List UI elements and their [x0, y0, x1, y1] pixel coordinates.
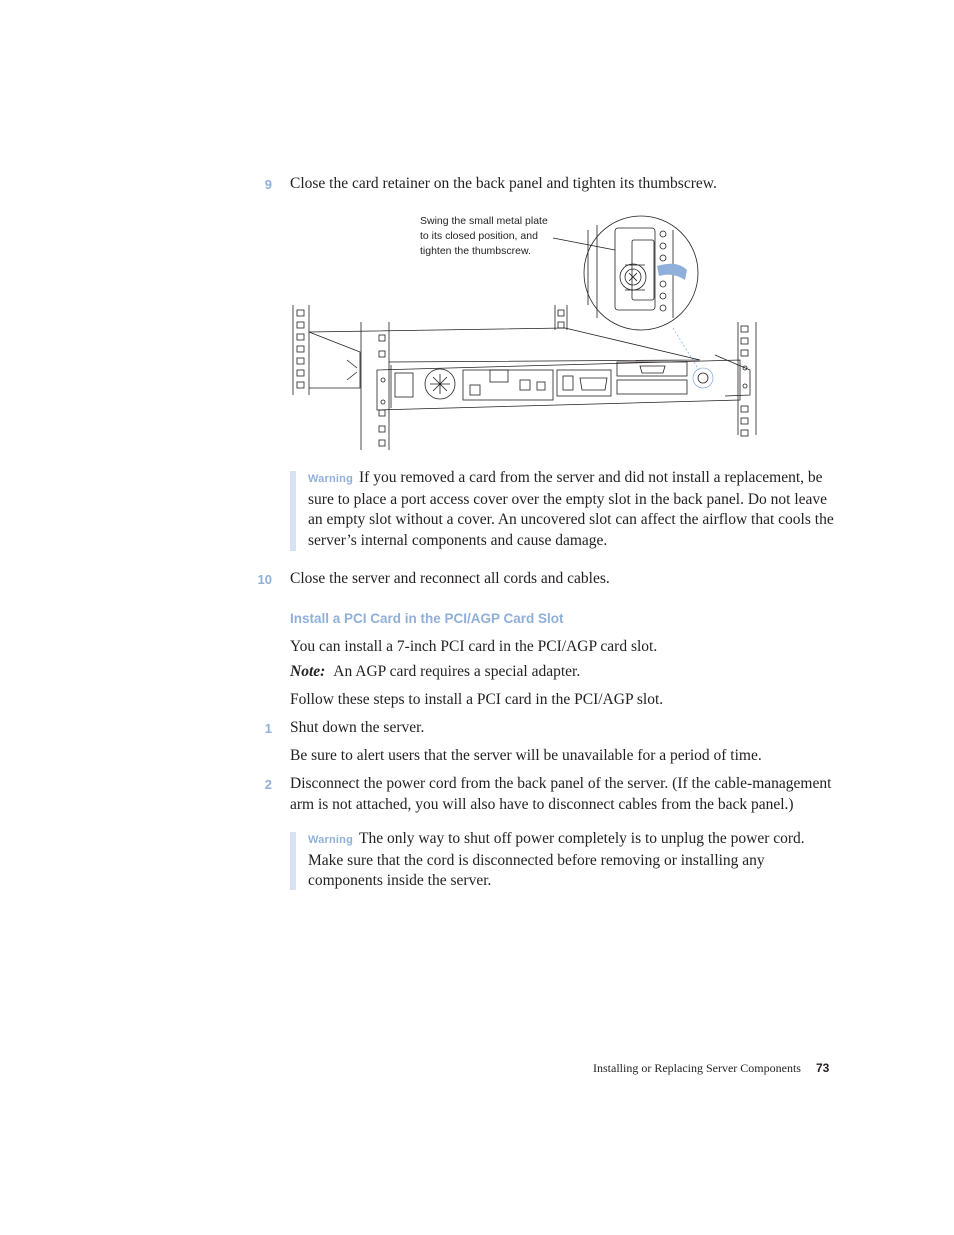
step-text: Close the card retainer on the back panel and tighten its thumbscrew. — [290, 175, 717, 192]
warning-box — [308, 829, 833, 892]
warning-label: Warning — [308, 834, 353, 846]
section-heading: Install a PCI Card in the PCI/AGP Card Slot — [290, 611, 564, 626]
note — [290, 662, 835, 683]
warning-label: Warning — [308, 473, 353, 485]
warning-text: The only way to shut off power completely is to unplug the power cord. Make sure that the cord is disconnected before removing or installing any components inside the server. — [308, 830, 805, 889]
step-number: 2 — [264, 777, 272, 792]
step-number: 10 — [257, 572, 272, 587]
step-text: Close the server and reconnect all cords and cables. — [290, 570, 610, 587]
note-label: Note: — [290, 663, 326, 680]
note-text: An AGP card requires a special adapter. — [333, 663, 581, 680]
step-number: 1 — [264, 721, 272, 736]
warning-box — [308, 468, 838, 551]
footer-chapter: Installing or Replacing Server Components — [593, 1061, 801, 1075]
warning-sidebar — [290, 832, 296, 890]
server-rack-illustration — [285, 210, 775, 455]
page-number: 73 — [816, 1061, 830, 1075]
callout-line: Swing the small metal plate — [420, 215, 548, 227]
step-text: Shut down the server. — [290, 719, 425, 736]
paragraph: You can install a 7-inch PCI card in the PCI/AGP card slot. — [290, 638, 658, 655]
step-text: Disconnect the power cord from the back panel of the server. (If the cable-management arm is not attached, you will also have to disconnect cables from the back panel.) — [290, 775, 832, 813]
step-number: 9 — [264, 177, 272, 192]
paragraph: Follow these steps to install a PCI card in the PCI/AGP slot. — [290, 691, 664, 708]
callout-line: tighten the thumbscrew. — [420, 245, 531, 257]
warning-sidebar — [290, 471, 296, 551]
paragraph: Be sure to alert users that the server will be unavailable for a period of time. — [290, 747, 762, 764]
warning-text: If you removed a card from the server and did not install a replacement, be sure to place a port access cover over the empty slot in the back panel. Do not leave an empty slot without a cover. An uncovered slot can affect the airflow that cools the server’s internal components and cause damage. — [308, 469, 834, 549]
callout-line: to its closed position, and — [420, 230, 538, 242]
